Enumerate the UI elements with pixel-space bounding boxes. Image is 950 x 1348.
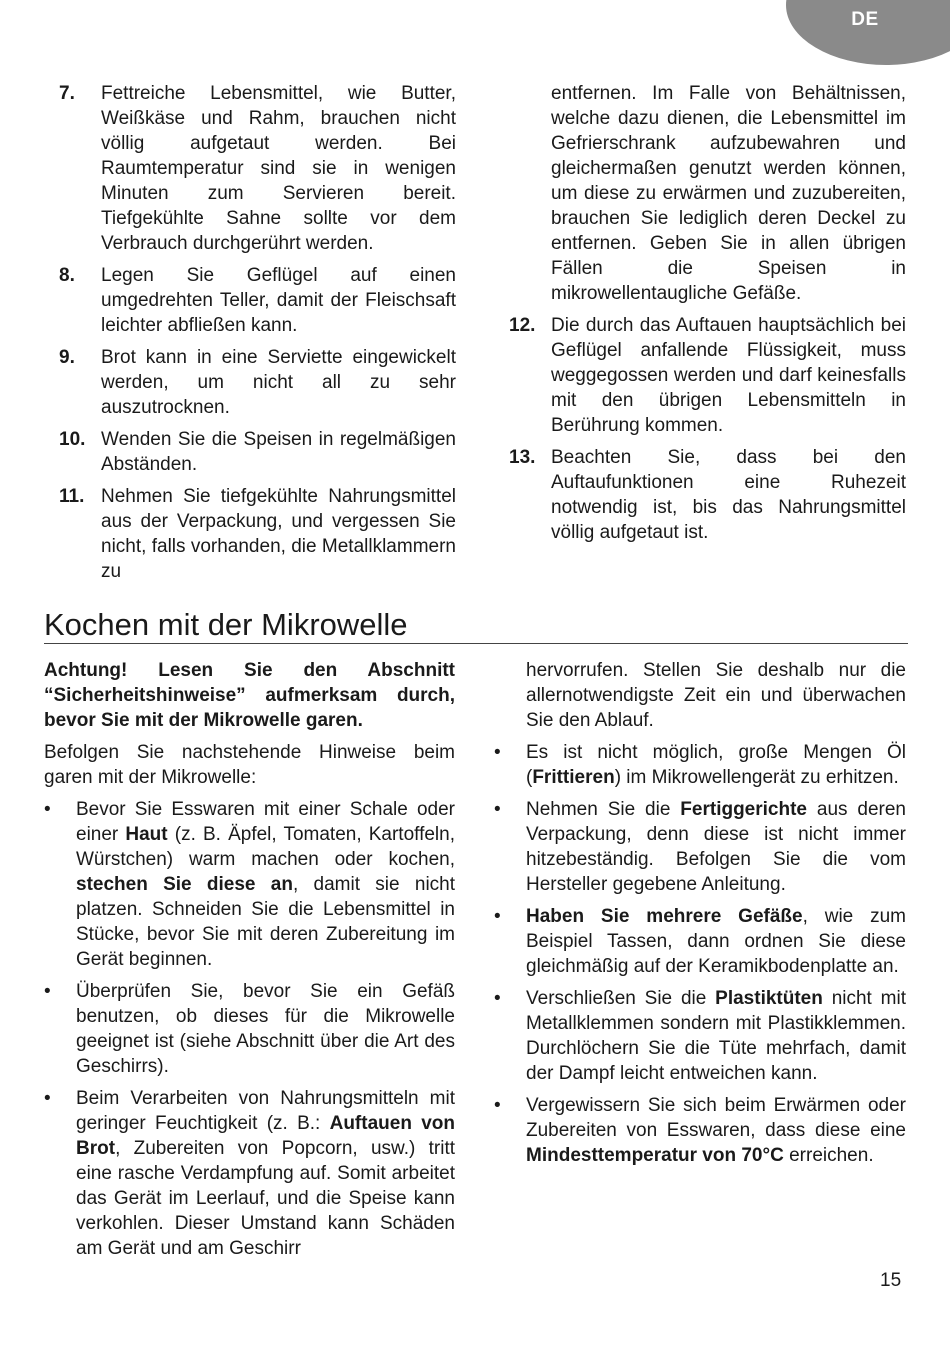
bullet-dot: • — [44, 1088, 51, 1109]
bullet-dot: • — [494, 988, 501, 1009]
item-text: Beachten Sie, dass bei den Auftaufunktionen eine Ruhezeit notwendig ist, bis das Nahrungsmittel völlig aufgetaut ist. — [551, 447, 906, 543]
numbered-item — [61, 81, 456, 256]
bullet-item — [494, 904, 906, 979]
item-text: Die durch das Auftauen hauptsächlich bei Geflügel anfallende Flüssigkeit, muss weggegossen werden und darf keinesfalls mit den übrigen Lebensmitteln in Berührung kommen. — [551, 315, 906, 436]
emphasis-text: Fertiggerichte — [680, 799, 807, 820]
language-label: DE — [851, 9, 879, 30]
bullet-text: Bevor Sie Esswaren mit einer Schale oder einer — [76, 799, 455, 845]
emphasis-text: Haben Sie mehrere Gefäße — [526, 906, 803, 927]
warning-text: Achtung! Lesen Sie den Abschnitt “Sicherheitshinweise” aufmerksam durch, bevor Sie mit der Mikrowelle garen. — [44, 660, 455, 731]
item-number: 7. — [59, 83, 75, 104]
emphasis-text: stechen Sie diese an — [76, 874, 293, 895]
bullet-text: erreichen. — [783, 1145, 874, 1166]
cooking-column-left — [44, 658, 455, 1268]
bullet-text: (z. B. Äpfel, Tomaten, Kartoffeln, Würstchen) warm machen oder kochen, — [76, 824, 456, 870]
bullet-text: Vergewissern Sie sich beim Erwärmen oder Zubereiten von Esswaren, dass diese eine — [526, 1095, 906, 1141]
numbered-item — [61, 263, 456, 338]
bullet-item — [44, 979, 455, 1079]
intro-text: Befolgen Sie nachstehende Hinweise beim garen mit der Mikrowelle: — [44, 742, 455, 788]
emphasis-text: Mindesttemperatur von 70°C — [526, 1145, 784, 1166]
item-text: Wenden Sie die Speisen in regelmäßigen Abständen. — [101, 429, 456, 475]
bullet-text: Überprüfen Sie, bevor Sie ein Gefäß benutzen, ob dieses für die Mikrowelle geeignet ist (siehe Abschnitt über die Art des Geschirrs). — [76, 981, 455, 1077]
bullet-item — [44, 797, 455, 972]
bullet-continuation: hervorrufen. Stellen Sie deshalb nur die allernotwendigste Zeit ein und überwachen Sie den Ablauf. — [526, 660, 906, 731]
emphasis-text: Auftauen von Brot — [76, 1113, 455, 1159]
bullet-text: Verschließen Sie die — [526, 988, 716, 1009]
cooking-column-right — [494, 658, 906, 1175]
item-text: Nehmen Sie tiefgekühlte Nahrungsmittel aus der Verpackung, und vergessen Sie nicht, falls vorhanden, die Metallklammern zu — [101, 486, 456, 582]
emphasis-text: Frittieren — [532, 767, 615, 788]
item-number: 13. — [509, 447, 536, 468]
bullet-text: ) im Mikrowellengerät zu erhitzen. — [614, 767, 899, 788]
item-number: 8. — [59, 265, 75, 286]
item-number: 9. — [59, 347, 75, 368]
emphasis-text: Haut — [125, 824, 168, 845]
bullet-item — [494, 797, 906, 897]
numbered-item — [61, 484, 456, 584]
item-number: 11. — [59, 486, 85, 507]
bullet-text: , damit sie nicht platzen. Schneiden Sie die Lebensmittel in Stücke, bevor Sie mit deren Zubereitung im Gerät beginnen. — [76, 874, 456, 970]
item-text: Brot kann in eine Serviette eingewickelt werden, um nicht all zu sehr auszutrocknen. — [101, 347, 456, 418]
page-number: 15 — [880, 1270, 902, 1291]
bullet-dot: • — [494, 1095, 501, 1116]
numbered-item — [511, 445, 906, 545]
item-number: 10. — [59, 429, 86, 450]
section-title: Kochen mit der Mikrowelle — [44, 607, 408, 642]
item-text: Legen Sie Geflügel auf einen umgedrehten Teller, damit der Fleischsaft leichter abfließen kann. — [101, 265, 456, 336]
bullet-text: aus deren Verpackung, denn diese ist nicht immer hitzebeständig. Befolgen Sie die vom Hersteller gegebene Anleitung. — [526, 799, 906, 895]
defrost-list-right — [511, 81, 906, 552]
bullet-text: Es ist nicht möglich, große Mengen Öl ( — [526, 742, 906, 788]
bullet-item — [494, 986, 906, 1086]
emphasis-text: Plastiktüten — [715, 988, 823, 1009]
bullet-dot: • — [494, 906, 501, 927]
item-text: Fettreiche Lebensmittel, wie Butter, Weißkäse und Rahm, brauchen nicht völlig aufgetaut werden. Bei Raumtemperatur sind sie in wenigen Minuten zum Servieren bereit. Tiefgekühlte Sahne sollte vor dem Verbrauch durchgerührt werden. — [101, 83, 456, 254]
bullet-item — [44, 1086, 455, 1261]
bullet-dot: • — [44, 981, 51, 1002]
bullet-text: , wie zum Beispiel Tassen, dann ordnen Sie diese gleichmäßig auf der Keramikbodenplatte an. — [526, 906, 906, 977]
bullet-text: Beim Verarbeiten von Nahrungsmitteln mit geringer Feuchtigkeit (z. B.: — [76, 1088, 455, 1134]
numbered-item — [61, 427, 456, 477]
numbered-item — [61, 345, 456, 420]
bullet-item — [494, 740, 906, 790]
item-11-continuation: entfernen. Im Falle von Behältnissen, welche dazu dienen, die Lebensmittel im Gefrierschrank aufzubewahren und gleichermaßen genutzt werden können, um diese zu erwärmen und zuzubereiten, brauchen Sie lediglich deren Deckel zu entfernen. Geben Sie in allen übrigen Fällen die Speisen in mikrowellentaugliche Gefäße. — [551, 83, 906, 304]
section-divider — [44, 643, 908, 644]
bullet-text: nicht mit Metallklemmen sondern mit Plastikklemmen. Durchlöchern Sie die Tüte mehrfach, damit der Dampf leicht entweichen kann. — [526, 988, 906, 1084]
item-number: 12. — [509, 315, 536, 336]
bullet-dot: • — [494, 799, 501, 820]
bullet-dot: • — [494, 742, 501, 763]
numbered-item — [511, 313, 906, 438]
bullet-text: , Zubereiten von Popcorn, usw.) tritt eine rasche Verdampfung auf. Somit arbeitet das Gerät im Leerlauf, und die Speise kann verkohlen. Dieser Umstand kann Schäden am Gerät und am Geschirr — [76, 1138, 455, 1259]
bullet-text: Nehmen Sie die — [526, 799, 681, 820]
bullet-dot: • — [44, 799, 51, 820]
defrost-list-left — [61, 81, 456, 591]
bullet-item — [494, 1093, 906, 1168]
